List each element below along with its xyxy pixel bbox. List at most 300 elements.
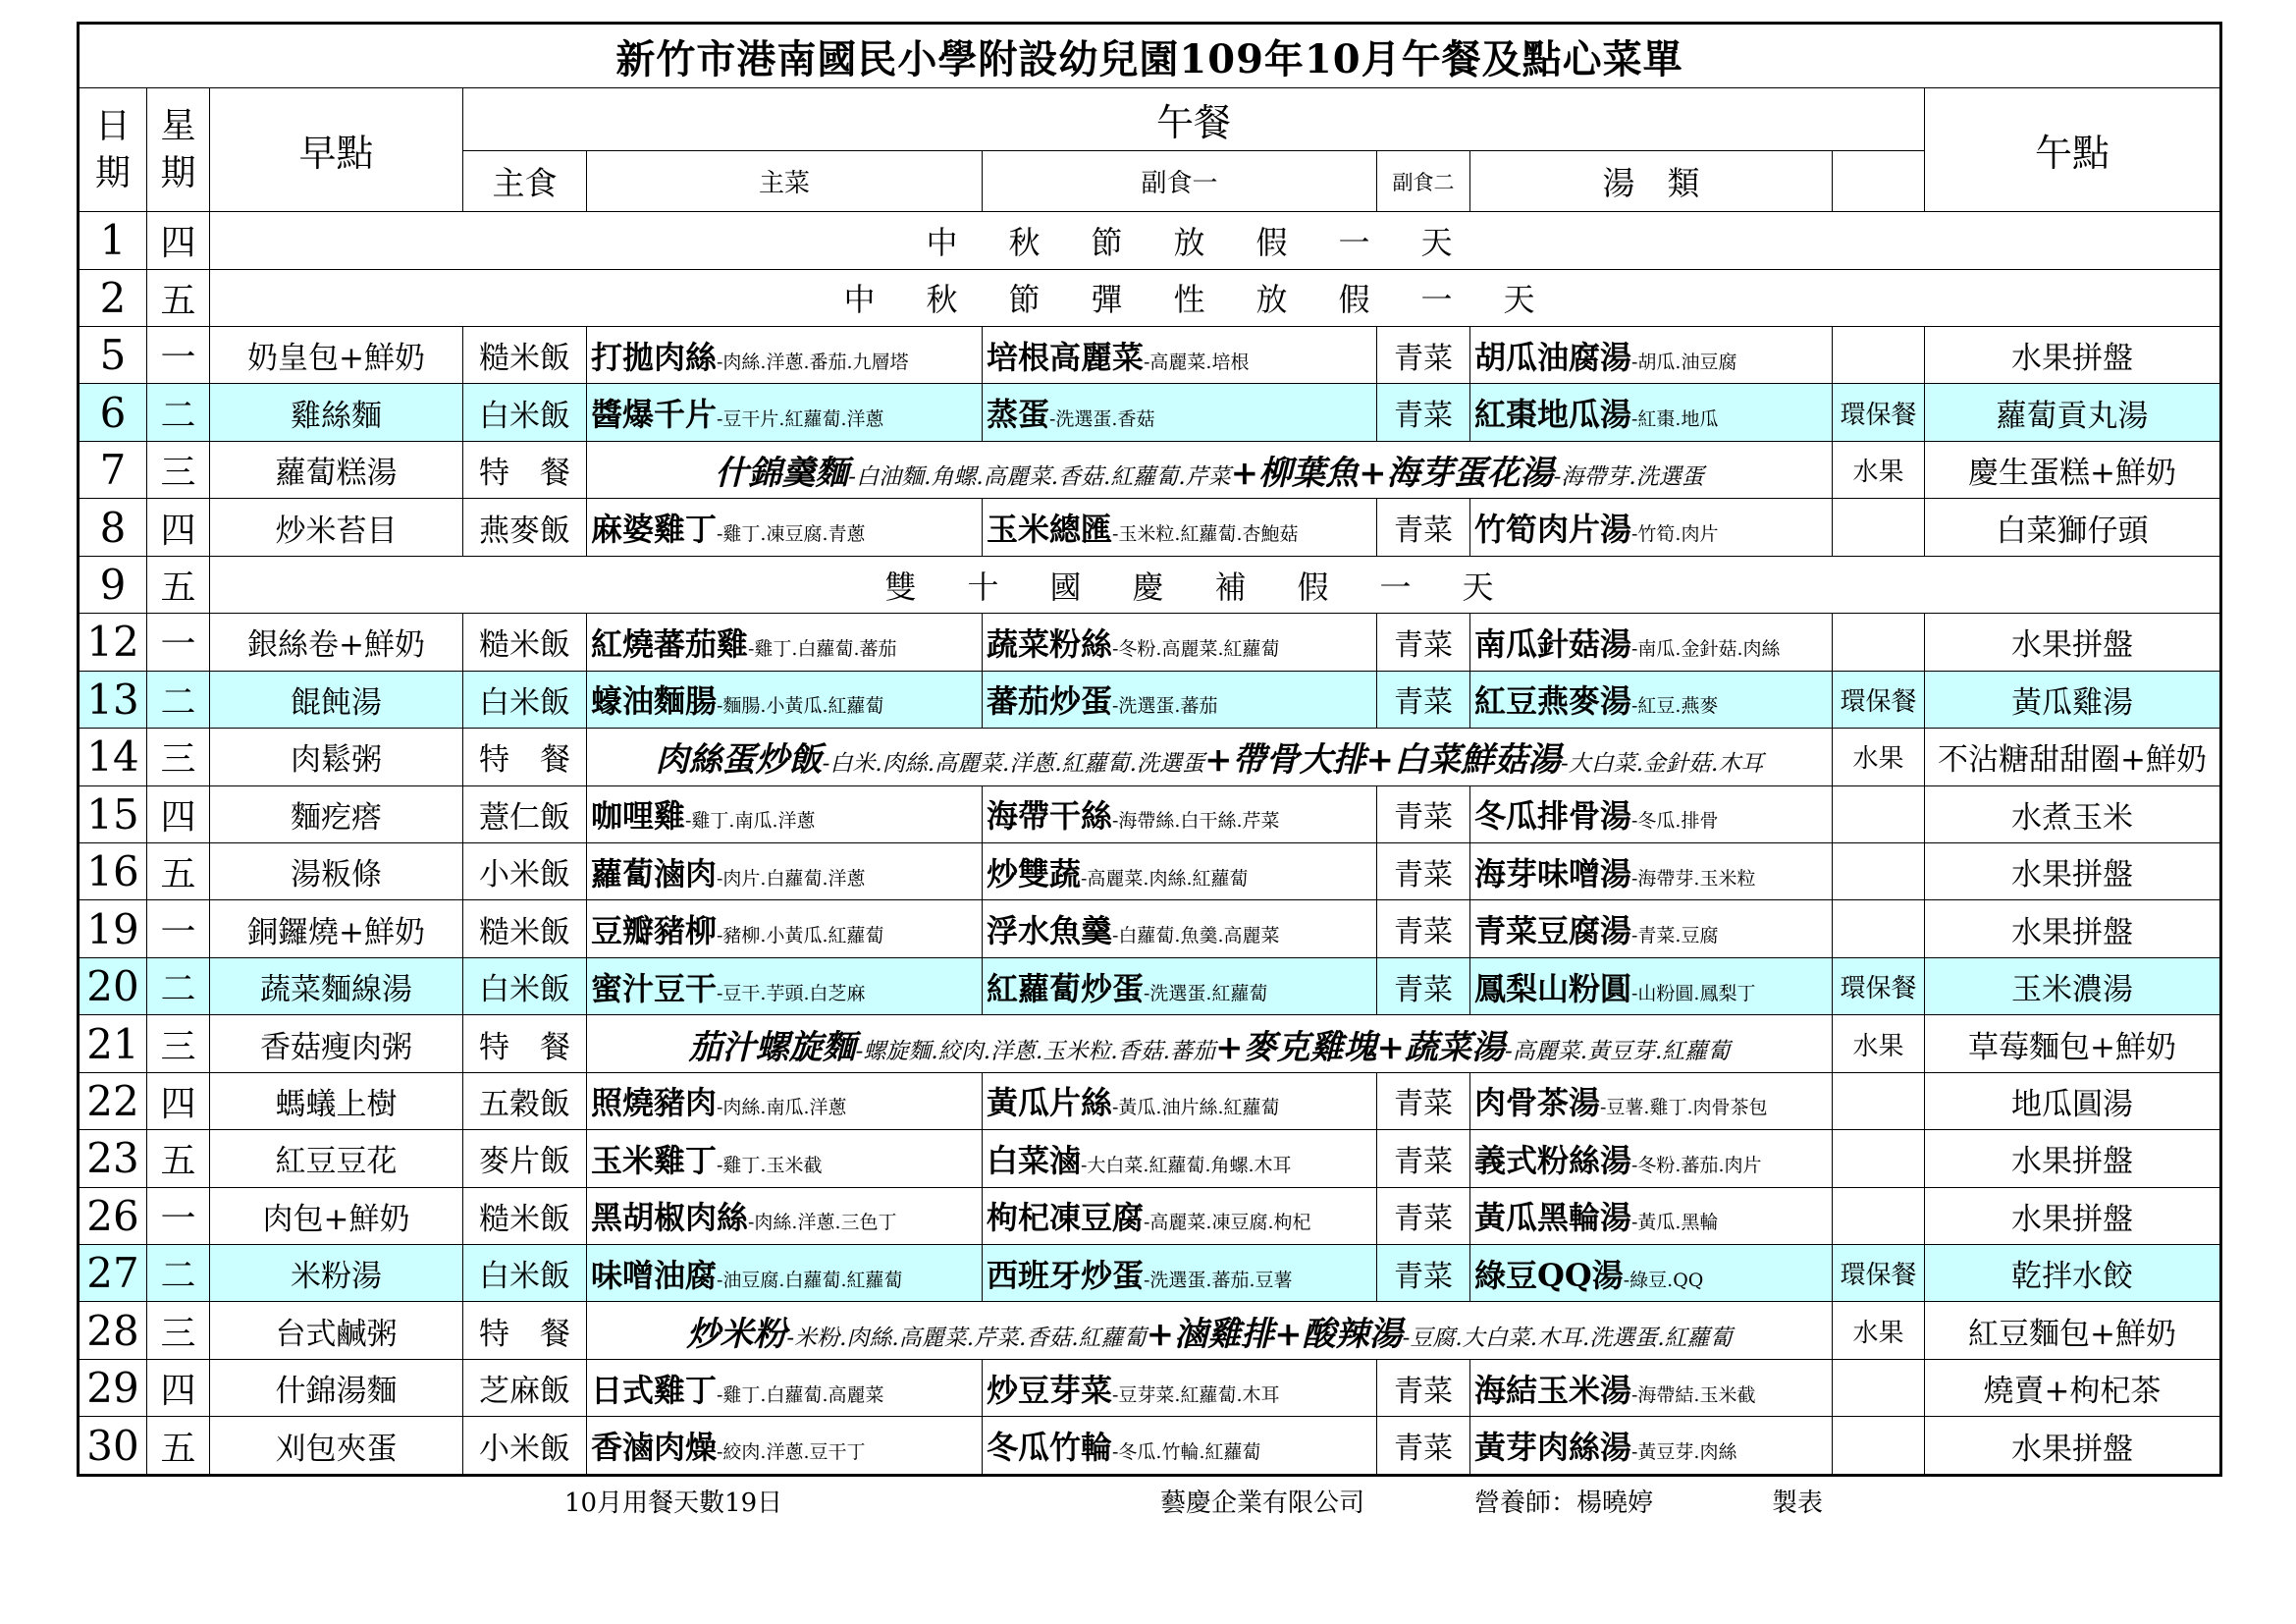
date-cell: 14 [79,729,147,785]
staple-cell: 五穀飯 [463,1072,587,1129]
side-dish-1 [983,614,1377,671]
side-dish-1 [983,327,1377,384]
side-dish-1-name: 西班牙炒蛋 [987,1256,1145,1294]
main-dish-ingredients: -絞肉.洋蔥.豆干丁 [717,1441,866,1464]
menu-row [79,1359,2221,1416]
side-dish-1-ingredients: -玉米粒.紅蘿蔔.杏鮑菇 [1112,523,1299,546]
main-dish-name: 日式雞丁 [591,1371,718,1409]
side-dish-1-name: 黃瓜片絲 [987,1084,1113,1122]
holiday-row [79,212,2221,269]
special-meal-cell [587,441,1833,498]
holiday-note: 雙十國慶補假一天 [210,556,2221,613]
meal-tag-cell [1833,842,1925,899]
soup [1470,1359,1833,1416]
weekday-cell: 二 [147,1245,210,1302]
weekday-cell: 一 [147,1187,210,1244]
main-dish-name: 照燒豬肉 [591,1084,718,1122]
main-dish [587,1187,983,1244]
soup-ingredients: -海帶結.玉米截 [1631,1383,1756,1406]
date-cell: 22 [79,1072,147,1129]
snack-cell: 白菜獅仔頭 [1925,499,2221,556]
snack-cell: 水煮玉米 [1925,785,2221,842]
soup-name: 鳳梨山粉圓 [1474,969,1632,1007]
side-dish-2-cell: 青菜 [1377,1245,1470,1302]
snack-cell: 乾拌水餃 [1925,1245,2221,1302]
staple-cell: 白米飯 [463,671,587,728]
main-dish-name: 味噌油腐 [591,1256,718,1294]
side-dish-1-ingredients: -豆芽菜.紅蘿蔔.木耳 [1112,1383,1280,1406]
soup-name: 肉骨茶湯 [1474,1084,1601,1122]
main-dish-ingredients: -雞丁.南瓜.洋蔥 [685,810,816,833]
breakfast-header: 早點 [210,88,463,212]
meal-tag-cell: 水果 [1833,1302,1925,1359]
side-dish-2-cell: 青菜 [1377,1359,1470,1416]
side-dish-2-cell: 青菜 [1377,785,1470,842]
breakfast-cell: 銅鑼燒+鮮奶 [210,900,463,957]
staple-cell: 白米飯 [463,957,587,1014]
weekday-cell: 四 [147,499,210,556]
soup [1470,384,1833,441]
weekday-cell: 一 [147,900,210,957]
side-dish-1 [983,1187,1377,1244]
soup-ingredients: -海帶芽.玉米粒 [1631,867,1756,890]
soup-ingredients: -胡瓜.油豆腐 [1631,351,1737,373]
snack-cell: 玉米濃湯 [1925,957,2221,1014]
menu-row [79,499,2221,556]
weekday-cell: 一 [147,614,210,671]
snack-cell: 燒賣+枸杞茶 [1925,1359,2221,1416]
soup [1470,1417,1833,1476]
meal-tag-cell [1833,614,1925,671]
main-dish-name: 蘿蔔滷肉 [591,854,718,893]
main-dish-ingredients: -豬柳.小黃瓜.紅蘿蔔 [717,925,884,947]
tag-header [1833,151,1925,212]
snack-cell: 草莓麵包+鮮奶 [1925,1015,2221,1072]
side-dish-1-name: 炒雙蔬 [987,854,1082,893]
staple-cell: 芝麻飯 [463,1359,587,1416]
staple-cell: 白米飯 [463,384,587,441]
main-dish-ingredients: -雞丁.凍豆腐.青蔥 [717,523,866,546]
soup-ingredients: -冬粉.蕃茄.肉片 [1631,1154,1762,1176]
menu-table [77,22,2222,1477]
meal-tag-cell: 環保餐 [1833,1245,1925,1302]
soup-name: 黃芽肉絲湯 [1474,1429,1632,1467]
main-dish-ingredients: -肉片.白蘿蔔.洋蔥 [717,867,866,890]
main-dish-name: 香滷肉燥 [591,1429,718,1467]
soup-name: 胡瓜油腐湯 [1474,338,1632,376]
staple-cell: 糙米飯 [463,327,587,384]
date-cell: 15 [79,785,147,842]
soup-name: 紅豆燕麥湯 [1474,682,1632,721]
staple-cell: 特 餐 [463,729,587,785]
breakfast-cell: 紅豆豆花 [210,1130,463,1187]
special-dish-ingredients: -米粉.肉絲.高麗菜.芹菜.香菇.紅蘿蔔 [786,1325,1147,1351]
main-dish-name: 蜜汁豆干 [591,969,718,1007]
main-dish [587,1359,983,1416]
side-dish-2-cell: 青菜 [1377,384,1470,441]
breakfast-cell: 麵疙瘩 [210,785,463,842]
main-dish [587,957,983,1014]
side-dish-2-cell: 青菜 [1377,1072,1470,1129]
soup-name: 冬瓜排骨湯 [1474,797,1632,836]
soup-header: 湯 類 [1470,151,1833,212]
special-dish-name: 炒米粉 [686,1314,787,1354]
side-dish-2-cell: 青菜 [1377,957,1470,1014]
staple-cell: 白米飯 [463,1245,587,1302]
side-dish-1-name: 枸杞凍豆腐 [987,1199,1145,1237]
main-dish-ingredients: -豆干片.紅蘿蔔.洋蔥 [717,408,884,431]
holiday-note: 中秋節彈性放假一天 [210,269,2221,326]
main-dish-header: 主菜 [587,151,983,212]
menu-row [79,1245,2221,1302]
soup-ingredients: -紅棗.地瓜 [1631,408,1719,431]
side-dish-1-ingredients: -冬粉.高麗菜.紅蘿蔔 [1112,637,1280,660]
soup-ingredients: -山粉圓.鳳梨丁 [1631,982,1756,1004]
soup-name: 海芽味噌湯 [1474,854,1632,893]
side-dish-1-name: 海帶干絲 [987,797,1113,836]
main-dish-name: 紅燒蕃茄雞 [591,624,749,663]
dietitian-name: 營養師：楊曉婷 [1474,1489,1654,1518]
meal-tag-cell [1833,1072,1925,1129]
side-dish-1 [983,1130,1377,1187]
weekday-cell: 四 [147,1359,210,1416]
meal-tag-cell: 水果 [1833,729,1925,785]
meal-tag-cell [1833,499,1925,556]
side-dish-2-cell: 青菜 [1377,1187,1470,1244]
weekday-cell: 四 [147,1072,210,1129]
staple-cell: 燕麥飯 [463,499,587,556]
side-dish-1-name: 炒豆芽菜 [987,1371,1113,1409]
snack-cell: 不沾糖甜甜圈+鮮奶 [1925,729,2221,785]
breakfast-cell: 螞蟻上樹 [210,1072,463,1129]
weekday-cell: 二 [147,957,210,1014]
soup [1470,614,1833,671]
soup-ingredients: -青菜.豆腐 [1631,925,1719,947]
soup-name: 綠豆QQ湯 [1474,1256,1624,1294]
weekday-cell: 五 [147,842,210,899]
special-dish-ingredients: -白油麵.角螺.高麗菜.香菇.紅蘿蔔.芹菜 [848,464,1231,491]
main-dish [587,671,983,728]
side-dish-1-name: 玉米總匯 [987,511,1113,549]
weekday-cell: 五 [147,1417,210,1476]
staple-cell: 小米飯 [463,842,587,899]
main-dish [587,327,983,384]
meal-tag-cell [1833,900,1925,957]
meal-tag-cell [1833,327,1925,384]
main-dish-ingredients: -雞丁.白蘿蔔.蕃茄 [748,637,897,660]
side-dish-2-cell: 青菜 [1377,499,1470,556]
soup [1470,1245,1833,1302]
menu-row [79,1130,2221,1187]
side-dish-1 [983,1072,1377,1129]
special-meal-cell [587,729,1833,785]
snack-cell: 水果拼盤 [1925,842,2221,899]
page-title: 新竹市港南國民小學附設幼兒園109年10月午餐及點心菜單 [79,24,2221,88]
main-dish-name: 豆瓣豬柳 [591,912,718,950]
side-dish-1-name: 蒸蛋 [987,396,1050,434]
menu-row [79,957,2221,1014]
main-dish [587,384,983,441]
weekday-cell: 三 [147,1015,210,1072]
holiday-row [79,269,2221,326]
snack-cell: 紅豆麵包+鮮奶 [1925,1302,2221,1359]
menu-row [79,1072,2221,1129]
side-dish-1-ingredients: -高麗菜.肉絲.紅蘿蔔 [1081,867,1249,890]
staple-cell: 薏仁飯 [463,785,587,842]
staple-header: 主食 [463,151,587,212]
menu-row [79,842,2221,899]
weekday-cell: 三 [147,441,210,498]
soup-ingredients: -南瓜.金針菇.肉絲 [1631,637,1781,660]
side-dish-1 [983,671,1377,728]
date-cell: 16 [79,842,147,899]
side-dish-1 [983,785,1377,842]
side-dish-2-header: 副食二 [1377,151,1470,212]
breakfast-cell: 米粉湯 [210,1245,463,1302]
title-row [79,24,2221,88]
side-dish-1 [983,384,1377,441]
main-dish-name: 打拋肉絲 [591,338,718,376]
breakfast-cell: 什錦湯麵 [210,1359,463,1416]
snack-cell: 蘿蔔貢丸湯 [1925,384,2221,441]
staple-cell: 特 餐 [463,1015,587,1072]
menu-row [79,785,2221,842]
snack-cell: 黃瓜雞湯 [1925,671,2221,728]
weekday-header: 星 期 [147,88,210,212]
soup [1470,671,1833,728]
staple-cell: 麥片飯 [463,1130,587,1187]
breakfast-cell: 炒米苔目 [210,499,463,556]
header-row-1 [79,88,2221,151]
side-dish-1-name: 培根高麗菜 [987,338,1145,376]
side-dish-1-name: 浮水魚羹 [987,912,1113,950]
main-dish-ingredients: -麵腸.小黃瓜.紅蘿蔔 [717,695,884,718]
main-dish-ingredients: -雞丁.玉米截 [717,1154,823,1176]
side-dish-2-cell: 青菜 [1377,1417,1470,1476]
side-dish-1-name: 紅蘿蔔炒蛋 [987,969,1145,1007]
meal-tag-cell [1833,1187,1925,1244]
snack-cell: 水果拼盤 [1925,1130,2221,1187]
special-dish-ingredients: -海帶芽.洗選蛋 [1553,464,1704,491]
breakfast-cell: 銀絲卷+鮮奶 [210,614,463,671]
side-dish-1-ingredients: -洗選蛋.紅蘿蔔 [1144,982,1268,1004]
breakfast-cell: 湯粄條 [210,842,463,899]
soup [1470,842,1833,899]
snack-cell: 水果拼盤 [1925,327,2221,384]
breakfast-cell: 雞絲麵 [210,384,463,441]
snack-cell: 地瓜圓湯 [1925,1072,2221,1129]
special-dish-name: +柳葉魚+海芽蛋花湯 [1230,454,1554,494]
breakfast-cell: 肉鬆粥 [210,729,463,785]
date-cell: 9 [79,556,147,613]
special-dish-name: +麥克雞塊+蔬菜湯 [1214,1027,1505,1067]
weekday-cell: 五 [147,1130,210,1187]
menu-row [79,441,2221,498]
meal-days-note: 10月用餐天數19日 [564,1489,783,1518]
soup [1470,785,1833,842]
staple-cell: 糙米飯 [463,1187,587,1244]
date-cell: 5 [79,327,147,384]
special-meal-cell [587,1015,1833,1072]
soup-ingredients: -冬瓜.排骨 [1631,810,1719,833]
special-meal-cell [587,1302,1833,1359]
snack-cell: 水果拼盤 [1925,614,2221,671]
main-dish [587,785,983,842]
breakfast-cell: 肉包+鮮奶 [210,1187,463,1244]
main-dish [587,1417,983,1476]
meal-tag-cell [1833,1359,1925,1416]
soup-name: 義式粉絲湯 [1474,1141,1632,1179]
main-dish-name: 黑胡椒肉絲 [591,1199,749,1237]
date-cell: 27 [79,1245,147,1302]
menu-row [79,327,2221,384]
soup-ingredients: -豆薯.雞丁.肉骨茶包 [1600,1097,1768,1119]
special-dish-name: 肉絲蛋炒飯 [655,740,823,781]
meal-tag-cell: 環保餐 [1833,671,1925,728]
snack-cell: 水果拼盤 [1925,900,2221,957]
holiday-row [79,556,2221,613]
soup [1470,1072,1833,1129]
soup-ingredients: -紅豆.燕麥 [1631,695,1719,718]
main-dish-name: 蠔油麵腸 [591,682,718,721]
side-dish-2-cell: 青菜 [1377,614,1470,671]
side-dish-1-ingredients: -洗選蛋.蕃茄 [1112,695,1218,718]
snack-header: 午點 [1925,88,2221,212]
main-dish-name: 玉米雞丁 [591,1141,718,1179]
side-dish-1-ingredients: -洗選蛋.蕃茄.豆薯 [1144,1269,1293,1291]
date-cell: 12 [79,614,147,671]
special-dish-ingredients: -豆腐.大白菜.木耳.洗選蛋.紅蘿蔔 [1402,1325,1733,1351]
side-dish-1 [983,1417,1377,1476]
date-cell: 20 [79,957,147,1014]
side-dish-1 [983,957,1377,1014]
soup [1470,1187,1833,1244]
side-dish-1-ingredients: -冬瓜.竹輪.紅蘿蔔 [1112,1441,1261,1464]
main-dish-name: 醬爆千片 [591,396,718,434]
special-dish-name: +帶骨大排+白菜鮮菇湯 [1203,740,1561,781]
soup [1470,499,1833,556]
special-dish-ingredients: -大白菜.金針菇.木耳 [1560,751,1764,778]
main-dish-ingredients: -肉絲.洋蔥.三色丁 [748,1212,897,1234]
weekday-cell: 二 [147,384,210,441]
date-cell: 26 [79,1187,147,1244]
menu-row [79,384,2221,441]
made-by-label: 製表 [1772,1489,1824,1518]
meal-tag-cell [1833,785,1925,842]
side-dish-2-cell: 青菜 [1377,842,1470,899]
date-cell: 21 [79,1015,147,1072]
soup [1470,900,1833,957]
breakfast-cell: 蘿蔔糕湯 [210,441,463,498]
weekday-cell: 三 [147,729,210,785]
soup-ingredients: -綠豆.QQ [1623,1269,1704,1291]
main-dish [587,842,983,899]
staple-cell: 小米飯 [463,1417,587,1476]
side-dish-1-ingredients: -大白菜.紅蘿蔔.角螺.木耳 [1081,1154,1292,1176]
main-dish [587,614,983,671]
menu-row [79,1187,2221,1244]
main-dish-name: 咖哩雞 [591,797,686,836]
side-dish-1 [983,499,1377,556]
meal-tag-cell: 水果 [1833,441,1925,498]
weekday-cell: 四 [147,785,210,842]
menu-row [79,729,2221,785]
menu-row [79,1417,2221,1476]
weekday-cell: 四 [147,212,210,269]
soup [1470,957,1833,1014]
weekday-cell: 五 [147,556,210,613]
soup-name: 青菜豆腐湯 [1474,912,1632,950]
meal-tag-cell: 水果 [1833,1015,1925,1072]
soup-ingredients: -黃瓜.黑輪 [1631,1212,1719,1234]
meal-tag-cell: 環保餐 [1833,957,1925,1014]
side-dish-1-name: 蕃茄炒蛋 [987,682,1113,721]
side-dish-1-name: 白菜滷 [987,1141,1082,1179]
staple-cell: 特 餐 [463,1302,587,1359]
date-cell: 30 [79,1417,147,1476]
snack-cell: 慶生蛋糕+鮮奶 [1925,441,2221,498]
menu-row [79,1015,2221,1072]
soup-ingredients: -竹筍.肉片 [1631,523,1719,546]
main-dish-ingredients: -肉絲.南瓜.洋蔥 [717,1097,847,1119]
soup-ingredients: -黃豆芽.肉絲 [1631,1441,1737,1464]
side-dish-1 [983,842,1377,899]
weekday-cell: 五 [147,269,210,326]
side-dish-1-header: 副食一 [983,151,1377,212]
date-cell: 19 [79,900,147,957]
main-dish [587,900,983,957]
weekday-cell: 二 [147,671,210,728]
weekday-cell: 三 [147,1302,210,1359]
staple-cell: 糙米飯 [463,614,587,671]
side-dish-1 [983,1245,1377,1302]
side-dish-2-cell: 青菜 [1377,1130,1470,1187]
company-name: 藝慶企業有限公司 [1160,1489,1365,1518]
staple-cell: 特 餐 [463,441,587,498]
special-dish-name: 茄汁螺旋麵 [688,1027,856,1067]
breakfast-cell: 奶皇包+鮮奶 [210,327,463,384]
date-cell: 7 [79,441,147,498]
menu-row [79,614,2221,671]
soup [1470,327,1833,384]
date-cell: 29 [79,1359,147,1416]
special-dish-ingredients: -高麗菜.黃豆芽.紅蘿蔔 [1504,1038,1731,1064]
main-dish-ingredients: -雞丁.白蘿蔔.高麗菜 [717,1383,884,1406]
meal-tag-cell [1833,1417,1925,1476]
menu-row [79,1302,2221,1359]
staple-cell: 糙米飯 [463,900,587,957]
side-dish-1-ingredients: -海帶絲.白干絲.芹菜 [1112,810,1280,833]
main-dish [587,1130,983,1187]
special-dish-name: 什錦羹麵 [715,454,849,494]
lunch-header: 午餐 [463,88,1925,151]
side-dish-2-cell: 青菜 [1377,327,1470,384]
main-dish [587,1072,983,1129]
side-dish-1-ingredients: -高麗菜.培根 [1144,351,1250,373]
breakfast-cell: 刈包夾蛋 [210,1417,463,1476]
soup-name: 黃瓜黑輪湯 [1474,1199,1632,1237]
weekday-cell: 一 [147,327,210,384]
side-dish-2-cell: 青菜 [1377,900,1470,957]
date-cell: 13 [79,671,147,728]
main-dish-name: 麻婆雞丁 [591,511,718,549]
date-cell: 23 [79,1130,147,1187]
soup [1470,1130,1833,1187]
snack-cell: 水果拼盤 [1925,1417,2221,1476]
special-dish-ingredients: -白米.肉絲.高麗菜.洋蔥.紅蘿蔔.洗選蛋 [822,751,1204,778]
breakfast-cell: 香菇瘦肉粥 [210,1015,463,1072]
soup-name: 紅棗地瓜湯 [1474,396,1632,434]
